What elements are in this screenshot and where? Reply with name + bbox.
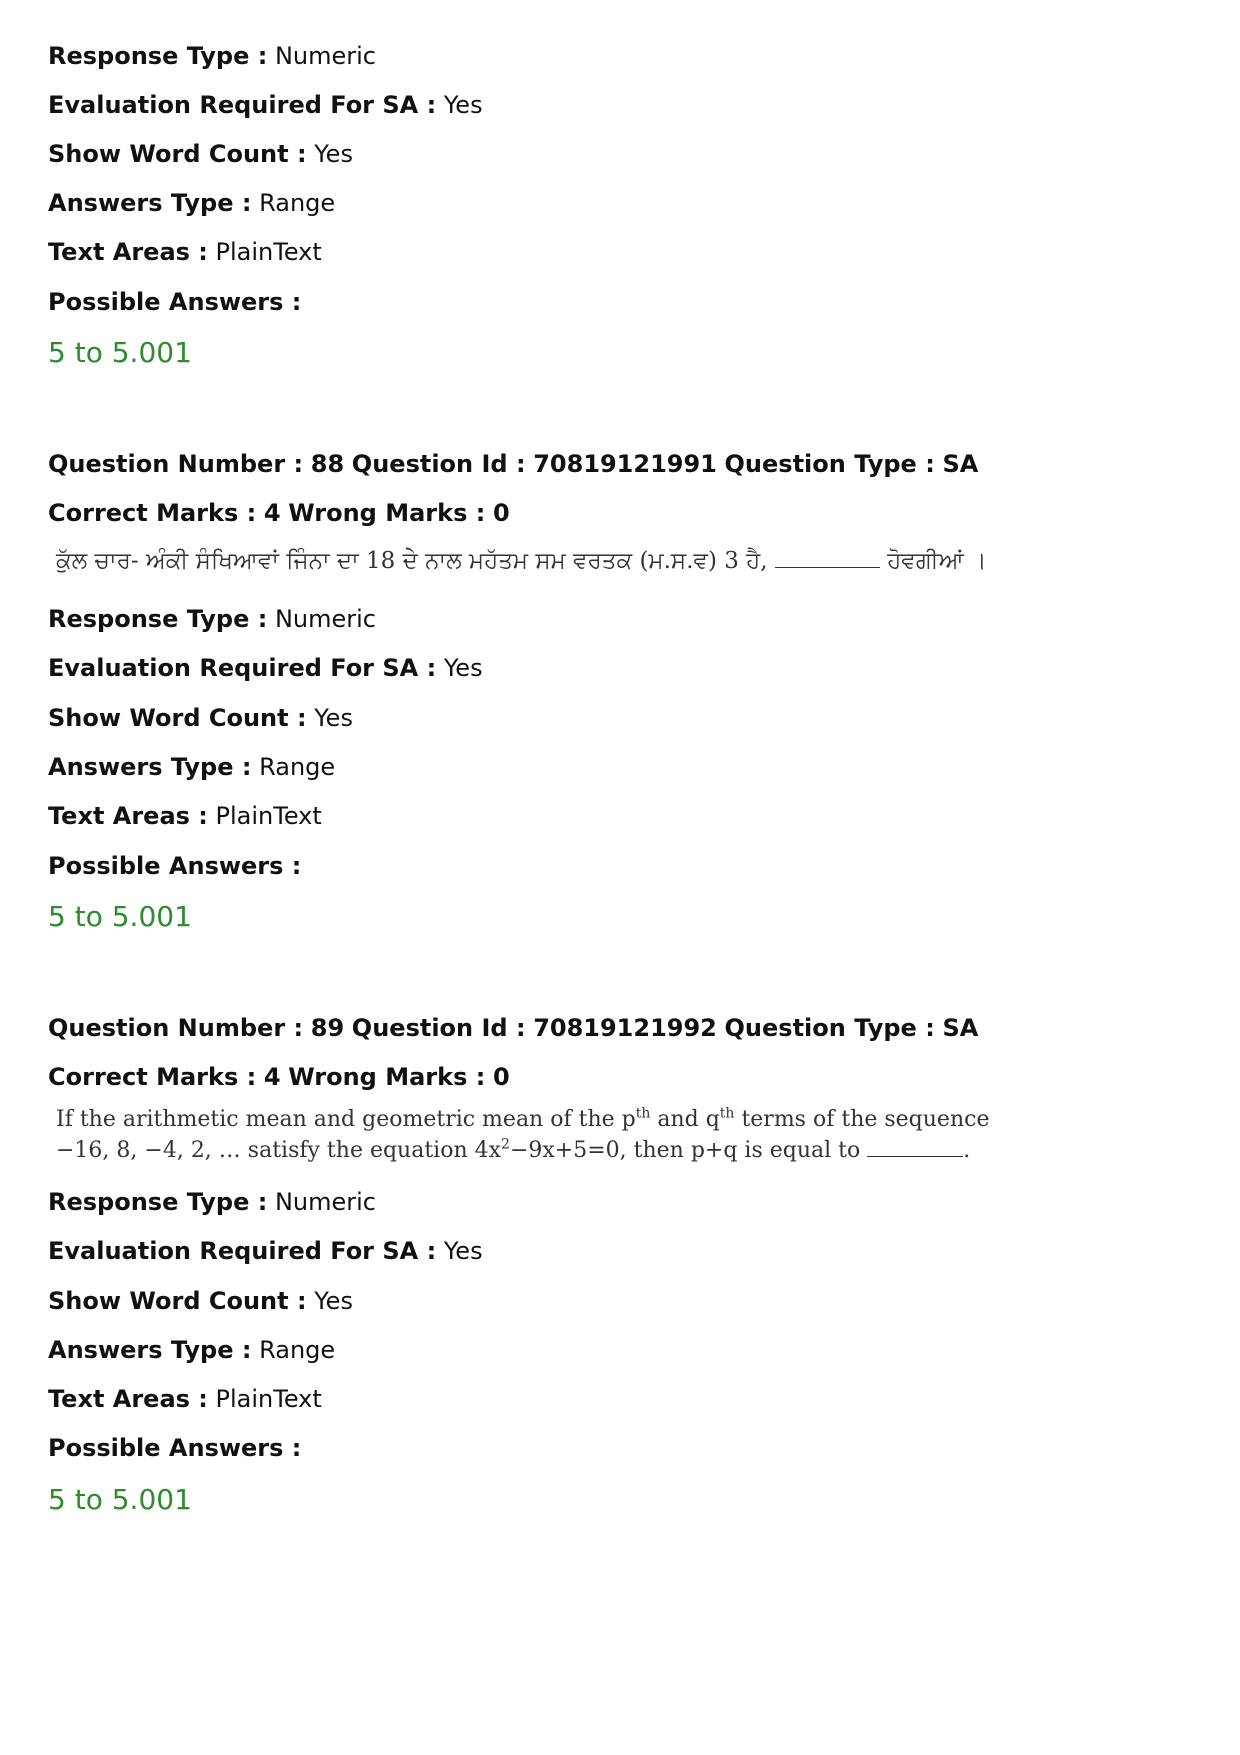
text-areas-label: Text Areas : xyxy=(48,802,208,830)
answers-type-label: Answers Type : xyxy=(48,189,252,217)
superscript-th: th xyxy=(719,1105,735,1122)
text-areas-value: PlainText xyxy=(215,238,322,266)
text-areas-label: Text Areas : xyxy=(48,1385,208,1413)
question-number-label: Question Number : xyxy=(48,450,304,478)
answers-type-label: Answers Type : xyxy=(48,753,252,781)
question-text-line-1 xyxy=(56,1104,989,1135)
text-areas-value: PlainText xyxy=(215,1385,322,1413)
question-id-label: Question Id : xyxy=(351,1014,526,1042)
show-word-count-value: Yes xyxy=(314,1287,353,1315)
question-header xyxy=(48,1013,978,1043)
question-number: 88 xyxy=(310,450,345,478)
question-header xyxy=(48,449,978,479)
possible-answers-row xyxy=(48,287,301,317)
evaluation-required-row xyxy=(48,90,483,120)
answers-type-value: Range xyxy=(259,189,336,217)
show-word-count-value: Yes xyxy=(314,140,353,168)
text-areas-row xyxy=(48,801,322,831)
question-id: 70819121991 xyxy=(533,450,717,478)
answer-blank xyxy=(867,1138,963,1157)
question-type: SA xyxy=(942,1014,979,1042)
evaluation-required-label: Evaluation Required For SA : xyxy=(48,91,437,119)
possible-answers-label: Possible Answers : xyxy=(48,1434,302,1462)
answers-type-label: Answers Type : xyxy=(48,1336,252,1364)
question-text-line-2 xyxy=(56,1135,989,1166)
possible-answers-label: Possible Answers : xyxy=(48,852,302,880)
question-text-image xyxy=(56,546,987,576)
question-number-label: Question Number : xyxy=(48,1014,304,1042)
correct-marks-value: 4 xyxy=(263,499,281,527)
possible-answers-label: Possible Answers : xyxy=(48,288,302,316)
answer-blank xyxy=(775,549,880,568)
correct-marks-label: Correct Marks : xyxy=(48,1063,257,1091)
show-word-count-label: Show Word Count : xyxy=(48,140,307,168)
superscript-2: 2 xyxy=(501,1136,510,1153)
answers-type-row xyxy=(48,1335,335,1365)
question-type-label: Question Type : xyxy=(724,450,935,478)
question-id: 70819121992 xyxy=(533,1014,717,1042)
question-text-before-blank: ਕੁੱਲ ਚਾਰ- ਅੰਕੀ ਸੰਖਿਆਵਾਂ ਜਿੰਨਾ ਦਾ 18 ਦੇ ਨਾਲ ਮਹੱਤਮ ਸਮ ਵਰਤਕ (ਮ.ਸ.ਵ) 3 ਹੈ, xyxy=(56,548,768,574)
question-line1-part-a: If the arithmetic mean and geometric mean of the p xyxy=(56,1107,636,1132)
evaluation-required-value: Yes xyxy=(443,91,483,119)
marks-row xyxy=(48,498,510,528)
text-areas-label: Text Areas : xyxy=(48,238,208,266)
answers-type-row xyxy=(48,752,335,782)
answers-type-row xyxy=(48,188,335,218)
response-type-row xyxy=(48,41,376,71)
show-word-count-row xyxy=(48,1286,353,1316)
evaluation-required-row xyxy=(48,653,483,683)
question-line1-part-b: and q xyxy=(650,1107,720,1132)
response-type-value: Numeric xyxy=(274,605,376,633)
evaluation-required-label: Evaluation Required For SA : xyxy=(48,654,437,682)
show-word-count-row xyxy=(48,703,353,733)
text-areas-row xyxy=(48,1384,322,1414)
response-type-label: Response Type : xyxy=(48,1188,268,1216)
text-areas-value: PlainText xyxy=(215,802,322,830)
possible-answers-row xyxy=(48,851,301,881)
question-number: 89 xyxy=(310,1014,345,1042)
correct-marks-label: Correct Marks : xyxy=(48,499,257,527)
response-type-value: Numeric xyxy=(274,42,376,70)
response-type-label: Response Type : xyxy=(48,42,268,70)
show-word-count-label: Show Word Count : xyxy=(48,1287,307,1315)
wrong-marks-label: Wrong Marks : xyxy=(288,499,486,527)
question-line2-end: . xyxy=(963,1138,971,1163)
possible-answer-value: 5 to 5.001 xyxy=(48,1483,192,1516)
question-line2-part-a: −16, 8, −4, 2, … satisfy the equation 4x xyxy=(56,1138,502,1163)
response-type-row xyxy=(48,1187,376,1217)
response-type-row xyxy=(48,604,376,634)
wrong-marks-label: Wrong Marks : xyxy=(288,1063,486,1091)
evaluation-required-label: Evaluation Required For SA : xyxy=(48,1237,437,1265)
text-areas-row xyxy=(48,237,322,267)
wrong-marks-value: 0 xyxy=(492,1063,510,1091)
question-text-after-blank: ਹੋਵਗੀਆਂ । xyxy=(887,548,987,574)
evaluation-required-row xyxy=(48,1236,483,1266)
show-word-count-label: Show Word Count : xyxy=(48,704,307,732)
question-type: SA xyxy=(942,450,979,478)
question-line1-part-c: terms of the sequence xyxy=(734,1107,990,1132)
response-type-value: Numeric xyxy=(274,1188,376,1216)
possible-answer-value: 5 to 5.001 xyxy=(48,336,192,369)
marks-row xyxy=(48,1062,510,1092)
evaluation-required-value: Yes xyxy=(443,654,483,682)
possible-answers-row xyxy=(48,1433,301,1463)
answers-type-value: Range xyxy=(259,753,336,781)
wrong-marks-value: 0 xyxy=(492,499,510,527)
evaluation-required-value: Yes xyxy=(443,1237,483,1265)
correct-marks-value: 4 xyxy=(263,1063,281,1091)
question-text-image xyxy=(56,1104,989,1166)
superscript-th: th xyxy=(635,1105,651,1122)
question-type-label: Question Type : xyxy=(724,1014,935,1042)
answers-type-value: Range xyxy=(259,1336,336,1364)
show-word-count-value: Yes xyxy=(314,704,353,732)
question-line2-part-b: −9x+5=0, then p+q is equal to xyxy=(509,1138,861,1163)
show-word-count-row xyxy=(48,139,353,169)
possible-answer-value: 5 to 5.001 xyxy=(48,900,192,933)
question-id-label: Question Id : xyxy=(351,450,526,478)
response-type-label: Response Type : xyxy=(48,605,268,633)
